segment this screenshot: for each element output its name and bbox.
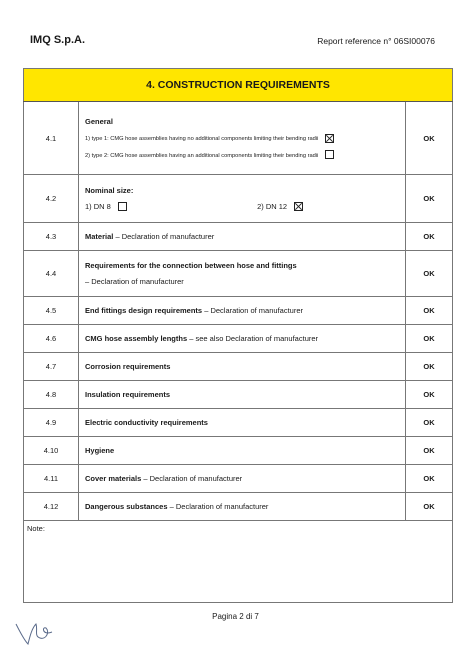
row-title: Corrosion requirements	[85, 362, 171, 371]
table-row	[24, 409, 453, 437]
row-title: Nominal size:	[85, 185, 134, 195]
row-content	[79, 465, 406, 493]
note-row	[24, 521, 453, 603]
row-number: 4.6	[24, 325, 79, 353]
row-number: 4.8	[24, 381, 79, 409]
row-number: 4.2	[24, 175, 79, 223]
table-row	[24, 325, 453, 353]
table-row	[24, 353, 453, 381]
table-row	[24, 437, 453, 465]
table-row	[24, 102, 453, 175]
report-reference-number: 06SI00076	[393, 36, 435, 46]
row-content	[79, 381, 406, 409]
requirements-table	[23, 68, 453, 603]
row-title: Material	[85, 232, 114, 241]
row-content	[79, 409, 406, 437]
report-reference-label: Report reference n°	[317, 36, 392, 46]
row-result: OK	[405, 175, 452, 223]
row-number: 4.10	[24, 437, 79, 465]
row-title: Requirements for the connection between hose and fittings	[85, 261, 297, 270]
row-title: Electric conductivity requirements	[85, 418, 208, 427]
signature-icon	[12, 618, 60, 648]
report-reference	[317, 36, 435, 46]
row-result: OK	[405, 325, 452, 353]
row-result: OK	[405, 409, 452, 437]
row-content	[79, 325, 406, 353]
table-row	[24, 297, 453, 325]
row-suffix: – see also Declaration of manufacturer	[187, 334, 319, 343]
row-result: OK	[405, 465, 452, 493]
row-title: Dangerous substances	[85, 502, 168, 511]
table-row	[24, 251, 453, 297]
row-content	[79, 251, 406, 297]
row-suffix: – Declaration of manufacturer	[167, 502, 269, 511]
row-result: OK	[405, 223, 452, 251]
option-label: 1) DN 8	[85, 201, 111, 211]
dn-option	[257, 202, 303, 211]
table-row	[24, 223, 453, 251]
table-row	[24, 175, 453, 223]
row-result: OK	[405, 353, 452, 381]
row-content	[79, 102, 406, 175]
row-content	[79, 493, 406, 521]
option-line	[85, 202, 399, 212]
page-number: Pagina 2 di 7	[212, 612, 259, 621]
row-content	[79, 437, 406, 465]
row-title: End fittings design requirements	[85, 306, 203, 315]
row-result: OK	[405, 493, 452, 521]
row-content	[79, 297, 406, 325]
row-number: 4.3	[24, 223, 79, 251]
row-result: OK	[405, 381, 452, 409]
row-suffix: – Declaration of manufacturer	[113, 232, 215, 241]
table-row	[24, 381, 453, 409]
row-result: OK	[405, 437, 452, 465]
row-result: OK	[405, 251, 452, 297]
dn-option	[85, 202, 255, 212]
row-content	[79, 175, 406, 223]
row-number: 4.12	[24, 493, 79, 521]
option-label: 2) DN 12	[257, 201, 288, 211]
empty-box-icon[interactable]	[325, 150, 334, 159]
row-number: 4.1	[24, 102, 79, 175]
option-label: 1) type 1: CMG hose assemblies having no additional components limiting their bending radii	[85, 135, 319, 142]
note-label: Note:	[24, 521, 453, 603]
company-name: IMQ S.p.A.	[30, 34, 85, 46]
row-title: Insulation requirements	[85, 390, 171, 399]
option-line	[85, 133, 399, 143]
row-content	[79, 223, 406, 251]
row-result: OK	[405, 297, 452, 325]
row-suffix: – Declaration of manufacturer	[141, 474, 243, 483]
option-line	[85, 150, 399, 160]
empty-box-icon[interactable]	[118, 202, 127, 211]
row-number: 4.4	[24, 251, 79, 297]
row-subline: – Declaration of manufacturer	[85, 277, 184, 286]
row-title: General	[85, 116, 113, 126]
checked-box-icon[interactable]	[294, 202, 303, 211]
row-number: 4.5	[24, 297, 79, 325]
row-number: 4.11	[24, 465, 79, 493]
table-row	[24, 493, 453, 521]
row-title: Hygiene	[85, 446, 115, 455]
row-suffix: – Declaration of manufacturer	[202, 306, 303, 315]
section-title: 4. CONSTRUCTION REQUIREMENTS	[24, 69, 453, 102]
row-content	[79, 353, 406, 381]
row-number: 4.9	[24, 409, 79, 437]
checked-box-icon[interactable]	[325, 134, 334, 143]
table-row	[24, 465, 453, 493]
row-number: 4.7	[24, 353, 79, 381]
option-label: 2) type 2: CMG hose assemblies having an additional components limiting their bending radii	[85, 152, 319, 159]
row-result: OK	[405, 102, 452, 175]
section-title-row	[24, 69, 453, 102]
row-title: Cover materials	[85, 474, 142, 483]
row-title: CMG hose assembly lengths	[85, 334, 188, 343]
